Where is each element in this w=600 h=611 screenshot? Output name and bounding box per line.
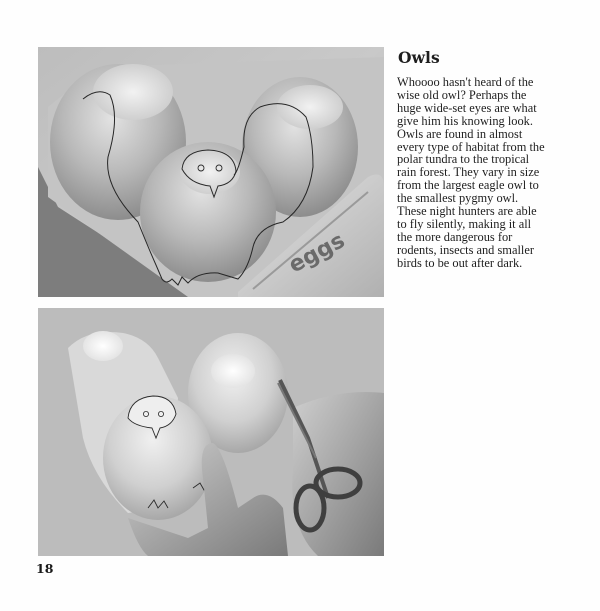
article-title: Owls: [398, 48, 440, 67]
egg-carton-illustration: [38, 47, 384, 297]
body-line: the more dangerous for: [397, 229, 513, 244]
body-line: from the largest eagle owl to: [397, 178, 539, 193]
body-line: rodents, insects and smaller: [397, 242, 534, 257]
photo-cutting-owl-with-scissors: [38, 308, 384, 556]
article-text-column: [397, 48, 597, 270]
body-line: give him his knowing look.: [397, 113, 533, 128]
body-line: birds to be out after dark.: [397, 255, 523, 270]
body-line: to fly silently, making it all: [397, 216, 532, 231]
article-body: [397, 76, 597, 270]
body-line: Whoooo hasn't heard of the: [397, 75, 534, 89]
page-number: 18: [36, 561, 54, 576]
body-line: wise old owl? Perhaps the: [397, 87, 527, 102]
carton-eggs-label: eggs: [284, 228, 350, 279]
cutting-illustration: [38, 308, 384, 556]
photo-egg-carton-owl-outline: [38, 47, 384, 297]
body-line: polar tundra to the tropical: [397, 152, 530, 167]
body-line: rain forest. They vary in size: [397, 165, 540, 180]
body-line: the smallest pygmy owl.: [397, 191, 519, 206]
body-line: Owls are found in almost: [397, 126, 523, 141]
body-line: These night hunters are able: [397, 204, 537, 219]
body-line: every type of habitat from the: [397, 139, 545, 154]
body-line: huge wide-set eyes are what: [397, 100, 537, 115]
